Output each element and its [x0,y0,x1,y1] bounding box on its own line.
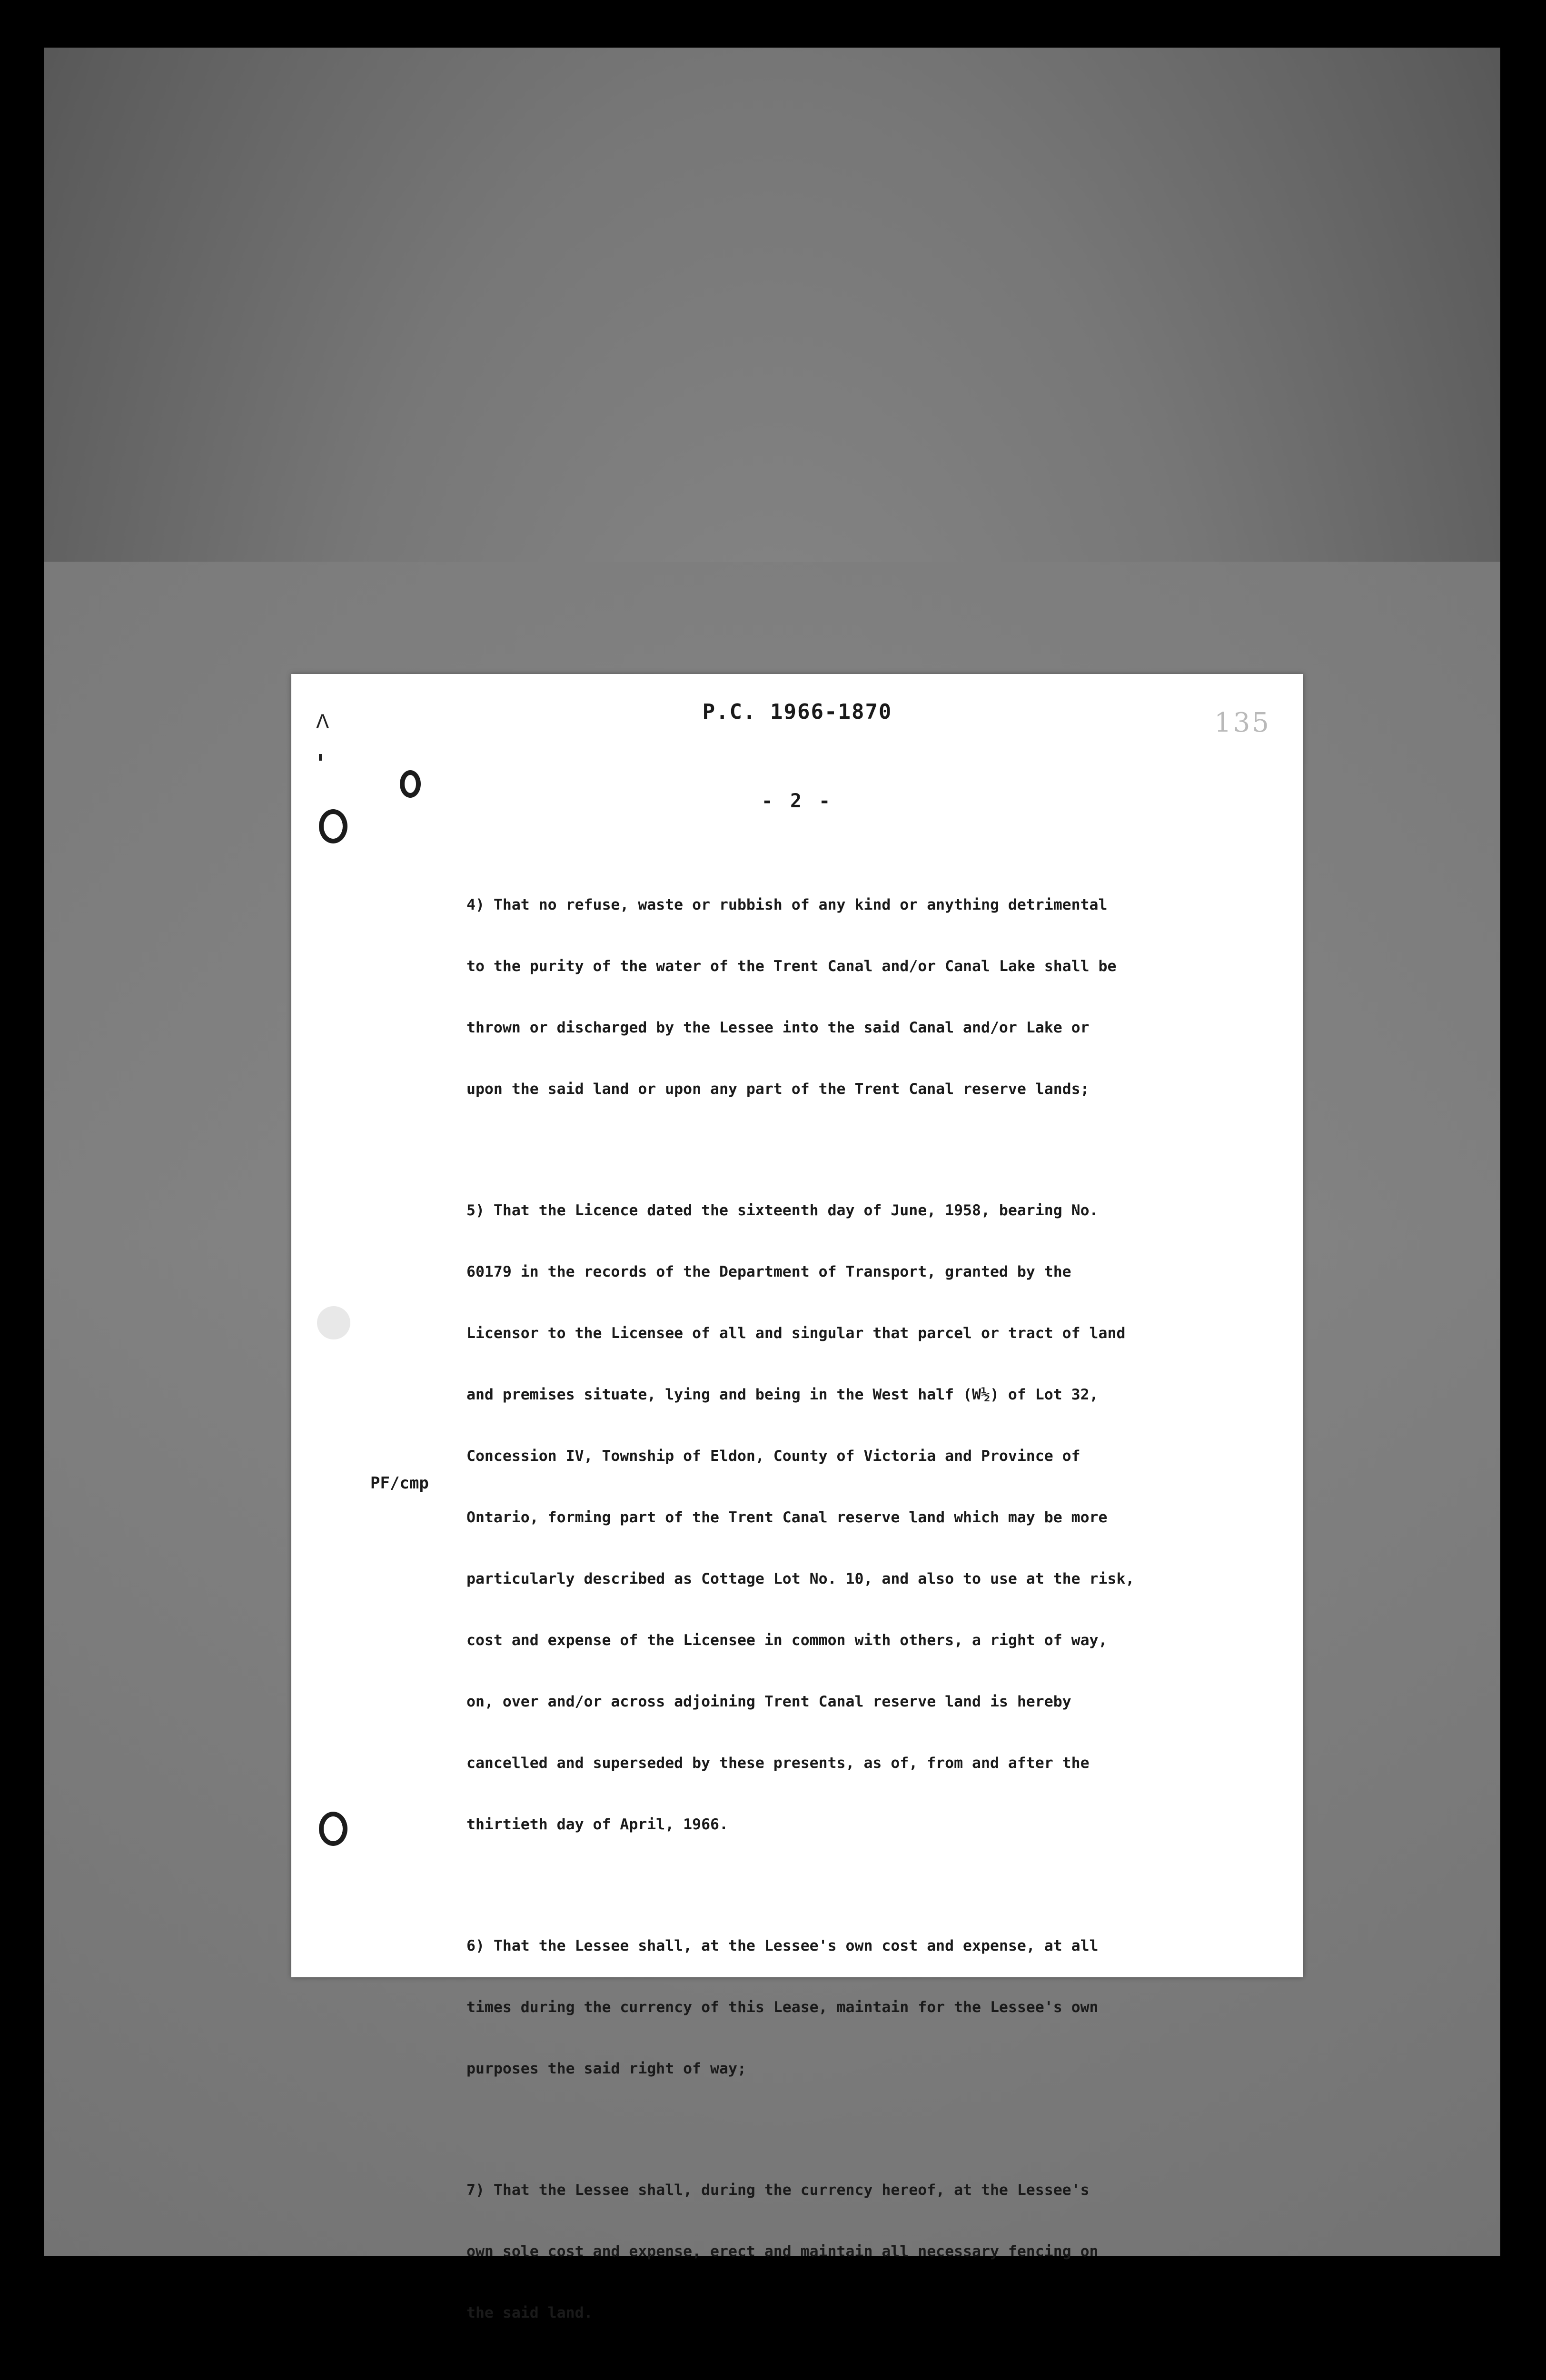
text-line: upon the said land or upon any part of the Trent Canal reserve lands; [466,1081,1090,1098]
text-line: particularly described as Cottage Lot No. 10, and also to use at the risk, [466,1570,1135,1587]
text-line: Concession IV, Township of Eldon, County of Victoria and Province of [466,1448,1080,1465]
text-line: thirtieth day of April, 1966. [466,1816,728,1833]
punch-hole-faint-icon [317,1306,350,1339]
text-line: and premises situate, lying and being in the West half (W½) of Lot 32, [466,1386,1099,1403]
punch-hole-icon [319,1812,347,1846]
text-line: times during the currency of this Lease, maintain for the Lessee's own [466,1999,1099,2016]
text-line: thrown or discharged by the Lessee into the said Canal and/or Lake or [466,1019,1090,1036]
text-line: 4) That no refuse, waste or rubbish of any kind or anything detrimental [466,896,1108,913]
text-line: own sole cost and expense, erect and maintain all necessary fencing on [466,2243,1099,2260]
text-line: 60179 in the records of the Department of Transport, granted by the [466,1263,1071,1280]
punch-hole-icon [319,809,347,843]
folio-number: 135 [1214,707,1271,738]
order-number-header: P.C. 1966-1870 [702,700,892,724]
text-line: Ontario, forming part of the Trent Canal reserve land which may be more [466,1509,1108,1526]
paragraph-5 [466,1160,1242,1876]
text-line: 5) That the Licence dated the sixteenth day of June, 1958, bearing No. [466,1202,1099,1219]
text-line: 6) That the Lessee shall, at the Lessee's own cost and expense, at all [466,1937,1099,1954]
text-line: cost and expense of the Licensee in common with others, a right of way, [466,1632,1108,1649]
paragraph-4 [466,854,1242,1140]
text-line: Licensor to the Licensee of all and singular that parcel or tract of land [466,1325,1126,1342]
typist-initials: PF/cmp [370,1474,429,1493]
document-body [466,854,1242,2380]
document-page [291,674,1303,2321]
text-line: the said land. [466,2304,593,2321]
paragraph-6 [466,1895,1242,2120]
ink-dot [319,754,322,761]
text-line: purposes the said right of way; [466,2060,746,2077]
text-line: 7) That the Lessee shall, during the currency hereof, at the Lessee's [466,2182,1090,2199]
tick-mark-icon: ᐱ [316,711,329,733]
paragraph-7 [466,2139,1242,2364]
text-line: to the purity of the water of the Trent Canal and/or Canal Lake shall be [466,958,1117,975]
text-line: cancelled and superseded by these presents, as of, from and after the [466,1755,1090,1772]
text-line: on, over and/or across adjoining Trent Canal reserve land is hereby [466,1693,1071,1710]
page-number: - 2 - [761,790,833,812]
